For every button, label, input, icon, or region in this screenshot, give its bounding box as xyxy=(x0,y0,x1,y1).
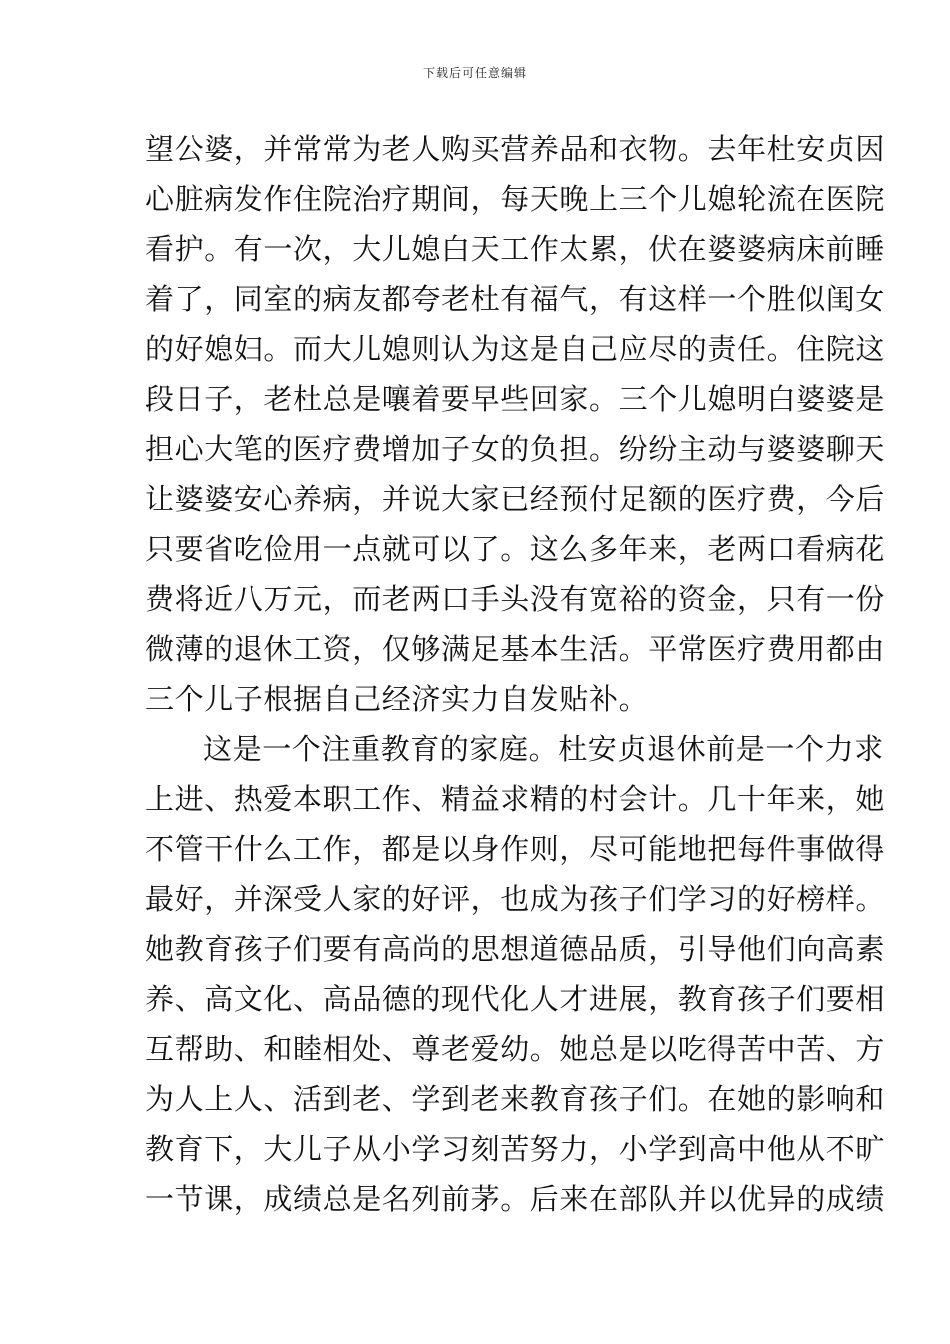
text-line: 三个儿子根据自己经济实力自发贴补。 xyxy=(145,682,649,716)
text-line: 养、高文化、高品德的现代化人才进展，教育孩子们要相 xyxy=(145,982,886,1016)
header-note: 下载后可任意编辑 xyxy=(422,66,527,80)
paragraph-first-line: 这是一个注重教育的家庭。杜安贞退休前是一个力求 xyxy=(203,732,884,766)
text-line: 心脏病发作住院治疗期间，每天晚上三个儿媳轮流在医院 xyxy=(145,182,886,216)
document-body xyxy=(145,124,886,1224)
text-line: 担心大笔的医疗费增加子女的负担。纷纷主动与婆婆聊天 xyxy=(145,432,886,466)
text-line: 微薄的退休工资，仅够满足基本生活。平常医疗费用都由 xyxy=(145,632,886,666)
text-line: 互帮助、和睦相处、尊老爱幼。她总是以吃得苦中苦、方 xyxy=(145,1032,886,1066)
text-line: 望公婆，并常常为老人购买营养品和衣物。去年杜安贞因 xyxy=(145,132,886,166)
text-line: 段日子，老杜总是嚷着要早些回家。三个儿媳明白婆婆是 xyxy=(145,382,886,416)
text-line: 为人上人、活到老、学到老来教育孩子们。在她的影响和 xyxy=(145,1082,886,1116)
text-line: 只要省吃俭用一点就可以了。这么多年来，老两口看病花 xyxy=(145,532,886,566)
text-line: 看护。有一次，大儿媳白天工作太累，伏在婆婆病床前睡 xyxy=(145,232,886,266)
text-line: 最好，并深受人家的好评，也成为孩子们学习的好榜样。 xyxy=(145,882,886,916)
text-line: 上进、热爱本职工作、精益求精的村会计。几十年来，她 xyxy=(145,782,886,816)
text-line: 着了，同室的病友都夸老杜有福气，有这样一个胜似闺女 xyxy=(145,282,886,316)
text-line: 让婆婆安心养病，并说大家已经预付足额的医疗费，今后 xyxy=(145,482,886,516)
text-line: 一节课，成绩总是名列前茅。后来在部队并以优异的成绩 xyxy=(145,1182,886,1216)
text-line: 她教育孩子们要有高尚的思想道德品质，引导他们向高素 xyxy=(145,932,886,966)
text-line: 教育下，大儿子从小学习刻苦努力，小学到高中他从不旷 xyxy=(145,1132,886,1166)
text-line: 费将近八万元，而老两口手头没有宽裕的资金，只有一份 xyxy=(145,582,886,616)
text-line: 的好媳妇。而大儿媳则认为这是自己应尽的责任。住院这 xyxy=(145,332,886,366)
text-line: 不管干什么工作，都是以身作则，尽可能地把每件事做得 xyxy=(145,832,886,866)
